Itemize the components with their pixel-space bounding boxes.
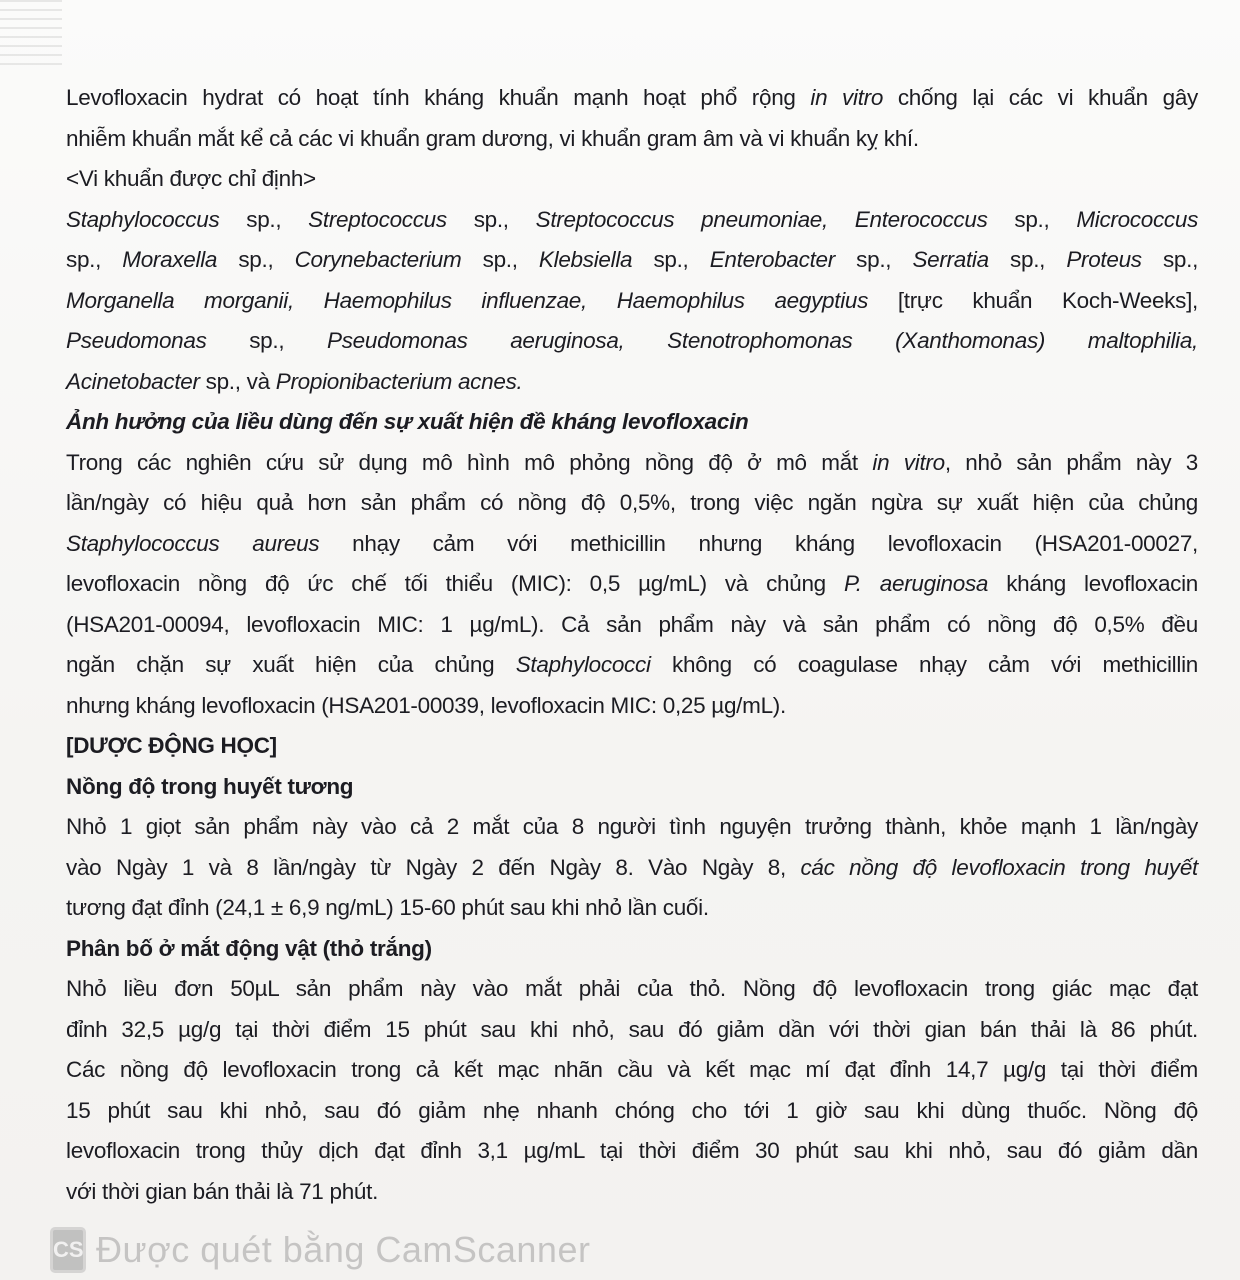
text-run: vào Ngày 1 và 8 lần/ngày từ Ngày 2 đến Ngày 8. Vào Ngày 8,: [66, 854, 801, 880]
italic-text-run: P. aeruginosa: [843, 571, 989, 596]
resistance-heading: Ảnh hưởng của liều dùng đến sự xuất hiện đề kháng levofloxacin: [66, 409, 749, 434]
bacteria-line-3: [66, 281, 1198, 322]
italic-text-run: Staphylococci: [515, 652, 651, 677]
pharmacokinetics-section-title: [DƯỢC ĐỘNG HỌC]: [66, 733, 277, 758]
text-run: [trực khuẩn Koch-Weeks],: [868, 287, 1198, 313]
text-run: không có coagulase nhạy cảm với methicillin: [650, 652, 1198, 677]
intro-line-2: nhiễm khuẩn mắt kể cả các vi khuẩn gram dương, vi khuẩn gram âm và vi khuẩn kỵ khí.: [66, 125, 919, 151]
text-run: nhưng kháng levofloxacin (HSA201-00039, levofloxacin MIC: 0,25 µg/mL).: [66, 692, 786, 718]
bacteria-line-5: [66, 362, 1198, 403]
intro-line-1-italic: in vitro: [810, 85, 884, 110]
text-run: tương đạt đỉnh (24,1 ± 6,9 ng/mL) 15-60 phút sau khi nhỏ lần cuối.: [66, 895, 709, 920]
italic-text-run: Klebsiella: [538, 247, 633, 272]
intro-line-1-start: Levofloxacin hydrat có hoạt tính kháng khuẩn mạnh hoạt phổ rộng: [66, 85, 811, 110]
intro-line-1: [66, 78, 1198, 119]
resistance-line-2: [66, 483, 1198, 524]
ocular-heading: Phân bố ở mắt động vật (thỏ trắng): [66, 935, 432, 961]
text-run: lần/ngày có hiệu quả hơn sản phẩm có nồng độ 0,5%, trong việc ngăn ngừa sự xuất hiện của chủng: [66, 490, 1198, 515]
plasma-line-2: [66, 848, 1198, 889]
ocular-line-6: với thời gian bán thải là 71 phút.: [66, 1178, 379, 1204]
italic-text-run: Staphylococcus: [66, 206, 220, 232]
italic-text-run: Corynebacterium: [294, 247, 462, 272]
text-run: Trong các nghiên cứu sử dụng mô hình mô phỏng nồng độ ở mô mắt: [66, 449, 873, 475]
italic-text-run: Pseudomonas: [66, 328, 207, 353]
italic-text-run: Proteus: [1066, 247, 1142, 272]
text-run: kháng levofloxacin: [988, 571, 1199, 596]
text-run: sp.,: [987, 206, 1077, 232]
italic-text-run: Morganella morganii, Haemophilus influenzae, Haemophilus aegyptius: [66, 287, 869, 313]
text-run: sp., và: [199, 368, 276, 394]
camscanner-watermark: [50, 1226, 590, 1274]
bacteria-line-1: [66, 200, 1198, 241]
text-run: ngăn chặn sự xuất hiện của chủng: [66, 652, 516, 677]
text-run: sp.,: [217, 247, 295, 272]
bacteria-line-2: [66, 240, 1198, 281]
resistance-line-4: [66, 564, 1198, 605]
bacteria-line-4: [66, 321, 1198, 362]
text-run: sp.,: [461, 247, 539, 272]
watermark-text: Được quét bằng CamScanner: [96, 1229, 591, 1270]
text-run: sp.,: [219, 206, 309, 232]
ocular-line-5: levofloxacin trong thủy dịch đạt đỉnh 3,1 µg/mL tại thời điểm 30 phút sau khi nhỏ, sau đó giảm dần: [66, 1138, 1198, 1163]
resistance-line-7: [66, 686, 1198, 727]
text-run: sp.,: [206, 328, 327, 353]
text-run: sp.,: [66, 247, 123, 272]
text-run: sp.,: [988, 247, 1067, 272]
italic-text-run: in vitro: [872, 449, 945, 475]
italic-text-run: Propionibacterium acnes.: [275, 368, 523, 394]
ocular-line-2: đỉnh 32,5 µg/g tại thời điểm 15 phút sau khi nhỏ, sau đó giảm dần với thời gian bán thải là 86 phút.: [66, 1016, 1198, 1042]
indicated-bacteria-label: <Vi khuẩn được chỉ định>: [66, 166, 316, 191]
text-run: Nhỏ 1 giọt sản phẩm này vào cả 2 mắt của 8 người tình nguyện trưởng thành, khỏe mạnh 1 lần/ngày: [66, 814, 1198, 839]
resistance-line-5: [66, 605, 1198, 646]
italic-text-run: Enterobacter: [709, 247, 835, 272]
italic-text-run: Moraxella: [122, 247, 218, 272]
plasma-heading: Nồng độ trong huyết tương: [66, 773, 354, 799]
camscanner-logo-icon: CS: [50, 1227, 86, 1273]
plasma-line-3: [66, 888, 1198, 929]
text-run: nhạy cảm với methicillin nhưng kháng levofloxacin (HSA201-00027,: [319, 530, 1198, 556]
ocular-line-1: Nhỏ liều đơn 50µL sản phẩm này vào mắt phải của thỏ. Nồng độ levofloxacin trong giác mạc đạt: [66, 976, 1198, 1001]
text-run: , nhỏ sản phẩm này 3: [944, 449, 1199, 475]
text-run: sp.,: [1141, 247, 1199, 272]
italic-text-run: Staphylococcus aureus: [66, 530, 320, 556]
document-body: [66, 78, 1198, 1212]
bleed-through-marks: [0, 0, 62, 70]
italic-text-run: các nồng độ levofloxacin trong huyết: [800, 854, 1198, 880]
italic-text-run: Acinetobacter: [66, 368, 200, 394]
italic-text-run: Pseudomonas aeruginosa, Stenotrophomonas (Xanthomonas) maltophilia,: [326, 328, 1199, 353]
text-run: sp.,: [834, 247, 913, 272]
intro-line-1-end: chống lại các vi khuẩn gây: [883, 85, 1198, 110]
ocular-line-4: 15 phút sau khi nhỏ, sau đó giảm nhẹ nhanh chóng cho tới 1 giờ sau khi dùng thuốc. Nồng độ: [66, 1097, 1198, 1123]
resistance-line-6: [66, 645, 1198, 686]
italic-text-run: Streptococcus pneumoniae, Enterococcus: [535, 206, 988, 232]
resistance-line-1: [66, 443, 1198, 484]
italic-text-run: Serratia: [912, 247, 989, 272]
text-run: levofloxacin nồng độ ức chế tối thiểu (MIC): 0,5 µg/mL) và chủng: [66, 571, 844, 596]
ocular-line-3: Các nồng độ levofloxacin trong cả kết mạc nhãn cầu và kết mạc mí đạt đỉnh 14,7 µg/g tại thời điểm: [66, 1057, 1198, 1082]
resistance-line-3: [66, 524, 1198, 565]
text-run: sp.,: [632, 247, 710, 272]
text-run: sp.,: [446, 206, 536, 232]
italic-text-run: Streptococcus: [308, 206, 447, 232]
text-run: (HSA201-00094, levofloxacin MIC: 1 µg/mL). Cả sản phẩm này và sản phẩm có nồng độ 0,5% đều: [66, 611, 1198, 637]
plasma-line-1: [66, 807, 1198, 848]
italic-text-run: Micrococcus: [1076, 206, 1199, 232]
